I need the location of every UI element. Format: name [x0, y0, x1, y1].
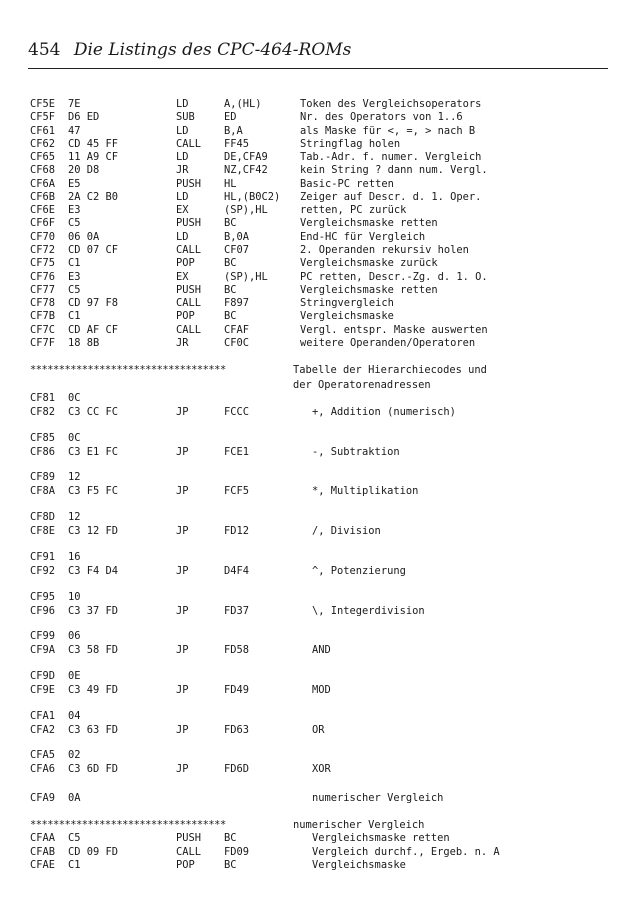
hex-bytes: C3 49 FD — [68, 684, 119, 696]
address: CFAA — [30, 832, 56, 844]
listing-row — [0, 392, 633, 405]
comment: Vergleichsmaske retten — [300, 284, 438, 296]
operand: DE,CFA9 — [224, 151, 268, 163]
mnemonic: JR — [176, 164, 189, 176]
listing-row — [0, 231, 633, 244]
hex-bytes: 16 — [68, 551, 81, 563]
mnemonic: JR — [176, 337, 189, 349]
operand: HL — [224, 178, 237, 190]
comment: Tab.-Adr. f. numer. Vergleich — [300, 151, 482, 163]
listing-row — [0, 630, 633, 643]
listing-row — [0, 684, 633, 697]
address: CF99 — [30, 630, 56, 642]
hex-bytes: 12 — [68, 471, 81, 483]
comment: 2. Operanden rekursiv holen — [300, 244, 469, 256]
hex-bytes: CD 97 F8 — [68, 297, 119, 309]
address: CF76 — [30, 271, 56, 283]
listing-row — [0, 763, 633, 776]
comment: Vergleichsmaske retten — [300, 217, 438, 229]
mnemonic: LD — [176, 125, 189, 137]
comment: als Maske für <, =, > nach B — [300, 125, 476, 137]
comment: Vergleichsmaske retten — [312, 832, 450, 844]
mnemonic: CALL — [176, 324, 202, 336]
listing-row — [0, 324, 633, 337]
operand: D4F4 — [224, 565, 250, 577]
hex-bytes: 0C — [68, 392, 81, 404]
hex-bytes: 0E — [68, 670, 81, 682]
mnemonic: JP — [176, 446, 189, 458]
address: CF7F — [30, 337, 56, 349]
listing-row — [0, 724, 633, 737]
hex-bytes: 18 8B — [68, 337, 100, 349]
operand: NZ,CF42 — [224, 164, 268, 176]
address: CFA5 — [30, 749, 56, 761]
operand: BC — [224, 217, 237, 229]
operand: FCE1 — [224, 446, 250, 458]
mnemonic: LD — [176, 98, 189, 110]
hex-bytes: CD 07 CF — [68, 244, 119, 256]
comment: retten, PC zurück — [300, 204, 407, 216]
listing-row — [0, 446, 633, 459]
comment: Vergleich durchf., Ergeb. n. A — [312, 846, 500, 858]
listing-row — [0, 749, 633, 762]
operand: FD49 — [224, 684, 250, 696]
listing-row — [0, 670, 633, 683]
comment: -, Subtraktion — [312, 446, 400, 458]
hex-bytes: 10 — [68, 591, 81, 603]
listing-row — [0, 832, 633, 845]
address: CF81 — [30, 392, 56, 404]
mnemonic: JP — [176, 565, 189, 577]
operand: FD37 — [224, 605, 250, 617]
separator-line — [0, 364, 633, 377]
address: CF5E — [30, 98, 56, 110]
comment: Stringflag holen — [300, 138, 401, 150]
listing-row — [0, 432, 633, 445]
listing-row — [0, 710, 633, 723]
address: CF6B — [30, 191, 56, 203]
operand: ED — [224, 111, 237, 123]
operand: CF07 — [224, 244, 250, 256]
address: CF9D — [30, 670, 56, 682]
address: CFAE — [30, 859, 56, 871]
address: CF9E — [30, 684, 56, 696]
comment: PC retten, Descr.-Zg. d. 1. O. — [300, 271, 488, 283]
listing-row — [0, 217, 633, 230]
address: CF68 — [30, 164, 56, 176]
address: CFAB — [30, 846, 56, 858]
hex-bytes: E3 — [68, 271, 81, 283]
operand: FD12 — [224, 525, 250, 537]
mnemonic: LD — [176, 231, 189, 243]
address: CF78 — [30, 297, 56, 309]
operand: B,A — [224, 125, 243, 137]
hex-bytes: 2A C2 B0 — [68, 191, 119, 203]
address: CF5F — [30, 111, 56, 123]
hex-bytes: C3 F5 FC — [68, 485, 119, 497]
hex-bytes: C3 37 FD — [68, 605, 119, 617]
listing-row — [0, 151, 633, 164]
address: CFA1 — [30, 710, 56, 722]
listing-row — [0, 164, 633, 177]
address: CF62 — [30, 138, 56, 150]
listing-row — [0, 257, 633, 270]
mnemonic: LD — [176, 191, 189, 203]
hex-bytes: 04 — [68, 710, 81, 722]
comment: Stringvergleich — [300, 297, 394, 309]
mnemonic: POP — [176, 310, 195, 322]
comment: End-HC für Vergleich — [300, 231, 426, 243]
address: CF77 — [30, 284, 56, 296]
operand: CF0C — [224, 337, 250, 349]
operand: FD58 — [224, 644, 250, 656]
mnemonic: PUSH — [176, 832, 202, 844]
listing-row — [0, 565, 633, 578]
comment: Token des Vergleichsoperators — [300, 98, 482, 110]
hex-bytes: C5 — [68, 832, 81, 844]
address: CF61 — [30, 125, 56, 137]
address: CF9A — [30, 644, 56, 656]
listing-row — [0, 591, 633, 604]
address: CF91 — [30, 551, 56, 563]
stars-separator: ********************************** — [30, 364, 226, 376]
section-heading: Tabelle der Hierarchiecodes und — [293, 364, 487, 376]
hex-bytes: CD AF CF — [68, 324, 119, 336]
stars-separator: ********************************** — [30, 819, 226, 831]
page-title: Die Listings des CPC-464-ROMs — [73, 40, 352, 60]
mnemonic: CALL — [176, 138, 202, 150]
mnemonic: SUB — [176, 111, 195, 123]
hex-bytes: 06 — [68, 630, 81, 642]
address: CF6F — [30, 217, 56, 229]
comment: +, Addition (numerisch) — [312, 406, 456, 418]
listing-row — [0, 204, 633, 217]
comment: Nr. des Operators von 1..6 — [300, 111, 463, 123]
address: CF6A — [30, 178, 56, 190]
hex-bytes: C5 — [68, 217, 81, 229]
hex-bytes: C5 — [68, 284, 81, 296]
address: CF96 — [30, 605, 56, 617]
address: CF85 — [30, 432, 56, 444]
listing-row — [0, 337, 633, 350]
mnemonic: JP — [176, 763, 189, 775]
operand: FCCC — [224, 406, 250, 418]
listing-row — [0, 178, 633, 191]
address: CF8D — [30, 511, 56, 523]
address: CF82 — [30, 406, 56, 418]
address: CF95 — [30, 591, 56, 603]
comment: AND — [312, 644, 331, 656]
mnemonic: PUSH — [176, 217, 202, 229]
hex-bytes: 12 — [68, 511, 81, 523]
operand: A,(HL) — [224, 98, 262, 110]
address: CFA9 — [30, 792, 56, 804]
comment: Zeiger auf Descr. d. 1. Oper. — [300, 191, 482, 203]
address: CF6E — [30, 204, 56, 216]
comment: *, Multiplikation — [312, 485, 419, 497]
comment: OR — [312, 724, 325, 736]
listing-row — [0, 244, 633, 257]
mnemonic: EX — [176, 204, 189, 216]
mnemonic: CALL — [176, 846, 202, 858]
mnemonic: PUSH — [176, 178, 202, 190]
hex-bytes: 20 D8 — [68, 164, 100, 176]
address: CF89 — [30, 471, 56, 483]
comment: weitere Operanden/Operatoren — [300, 337, 476, 349]
operand: CFAF — [224, 324, 250, 336]
comment: \, Integerdivision — [312, 605, 425, 617]
address: CF8E — [30, 525, 56, 537]
comment: Basic-PC retten — [300, 178, 394, 190]
hex-bytes: CD 45 FF — [68, 138, 119, 150]
comment: Vergleichsmaske zurück — [300, 257, 438, 269]
listing-row — [0, 859, 633, 872]
comment: Vergl. entspr. Maske auswerten — [300, 324, 488, 336]
mnemonic: EX — [176, 271, 189, 283]
address: CFA6 — [30, 763, 56, 775]
listing-row — [0, 271, 633, 284]
operand: HL,(B0C2) — [224, 191, 281, 203]
hex-bytes: D6 ED — [68, 111, 100, 123]
hex-bytes: C3 CC FC — [68, 406, 119, 418]
mnemonic: PUSH — [176, 284, 202, 296]
comment: kein String ? dann num. Vergl. — [300, 164, 488, 176]
hex-bytes: C1 — [68, 859, 81, 871]
listing-row — [0, 191, 633, 204]
address: CF70 — [30, 231, 56, 243]
section-heading-line — [0, 379, 633, 392]
comment: MOD — [312, 684, 331, 696]
hex-bytes: C3 12 FD — [68, 525, 119, 537]
hex-bytes: E3 — [68, 204, 81, 216]
mnemonic: CALL — [176, 244, 202, 256]
comment: /, Division — [312, 525, 381, 537]
comment: ^, Potenzierung — [312, 565, 406, 577]
operand: FCF5 — [224, 485, 250, 497]
separator-line — [0, 819, 633, 832]
section-heading: der Operatorenadressen — [293, 379, 431, 391]
mnemonic: JP — [176, 485, 189, 497]
comment: XOR — [312, 763, 331, 775]
address: CFA2 — [30, 724, 56, 736]
mnemonic: POP — [176, 257, 195, 269]
listing-row — [0, 138, 633, 151]
hex-bytes: 0A — [68, 792, 81, 804]
listing-row — [0, 297, 633, 310]
operand: BC — [224, 832, 237, 844]
operand: FD09 — [224, 846, 250, 858]
listing-row — [0, 605, 633, 618]
mnemonic: JP — [176, 605, 189, 617]
hex-bytes: 11 A9 CF — [68, 151, 119, 163]
operand: FD6D — [224, 763, 250, 775]
operand: BC — [224, 257, 237, 269]
listing-row — [0, 284, 633, 297]
operand: BC — [224, 859, 237, 871]
listing-row — [0, 406, 633, 419]
hex-bytes: 02 — [68, 749, 81, 761]
operand: (SP),HL — [224, 204, 268, 216]
listing-row — [0, 98, 633, 111]
listing-row — [0, 644, 633, 657]
hex-bytes: E5 — [68, 178, 81, 190]
hex-bytes: C3 E1 FC — [68, 446, 119, 458]
page-number: 454 — [28, 40, 61, 60]
operand: FD63 — [224, 724, 250, 736]
comment: Vergleichsmaske — [312, 859, 406, 871]
address: CF7B — [30, 310, 56, 322]
mnemonic: CALL — [176, 297, 202, 309]
address: CF7C — [30, 324, 56, 336]
mnemonic: JP — [176, 724, 189, 736]
listing-row — [0, 310, 633, 323]
listing-row — [0, 525, 633, 538]
hex-bytes: C1 — [68, 310, 81, 322]
operand: BC — [224, 310, 237, 322]
mnemonic: POP — [176, 859, 195, 871]
hex-bytes: 06 0A — [68, 231, 100, 243]
hex-bytes: 47 — [68, 125, 81, 137]
address: CF75 — [30, 257, 56, 269]
hex-bytes: CD 09 FD — [68, 846, 119, 858]
address: CF8A — [30, 485, 56, 497]
listing-row — [0, 511, 633, 524]
hex-bytes: C3 F4 D4 — [68, 565, 119, 577]
operand: B,0A — [224, 231, 250, 243]
section-heading: numerischer Vergleich — [293, 819, 425, 831]
listing-row — [0, 792, 633, 805]
operand: BC — [224, 284, 237, 296]
operand: F897 — [224, 297, 250, 309]
address: CF92 — [30, 565, 56, 577]
hex-bytes: C3 6D FD — [68, 763, 119, 775]
listing-row — [0, 551, 633, 564]
address: CF86 — [30, 446, 56, 458]
listing-row — [0, 846, 633, 859]
listing-row — [0, 111, 633, 124]
operand: FF45 — [224, 138, 250, 150]
hex-bytes: C3 58 FD — [68, 644, 119, 656]
hex-bytes: 7E — [68, 98, 81, 110]
mnemonic: JP — [176, 684, 189, 696]
comment: Vergleichsmaske — [300, 310, 394, 322]
listing-row — [0, 485, 633, 498]
listing-row — [0, 471, 633, 484]
hex-bytes: C1 — [68, 257, 81, 269]
comment: numerischer Vergleich — [312, 792, 444, 804]
address: CF65 — [30, 151, 56, 163]
operand: (SP),HL — [224, 271, 268, 283]
mnemonic: JP — [176, 644, 189, 656]
hex-bytes: C3 63 FD — [68, 724, 119, 736]
mnemonic: JP — [176, 525, 189, 537]
address: CF72 — [30, 244, 56, 256]
hex-bytes: 0C — [68, 432, 81, 444]
listing-row — [0, 125, 633, 138]
mnemonic: LD — [176, 151, 189, 163]
mnemonic: JP — [176, 406, 189, 418]
